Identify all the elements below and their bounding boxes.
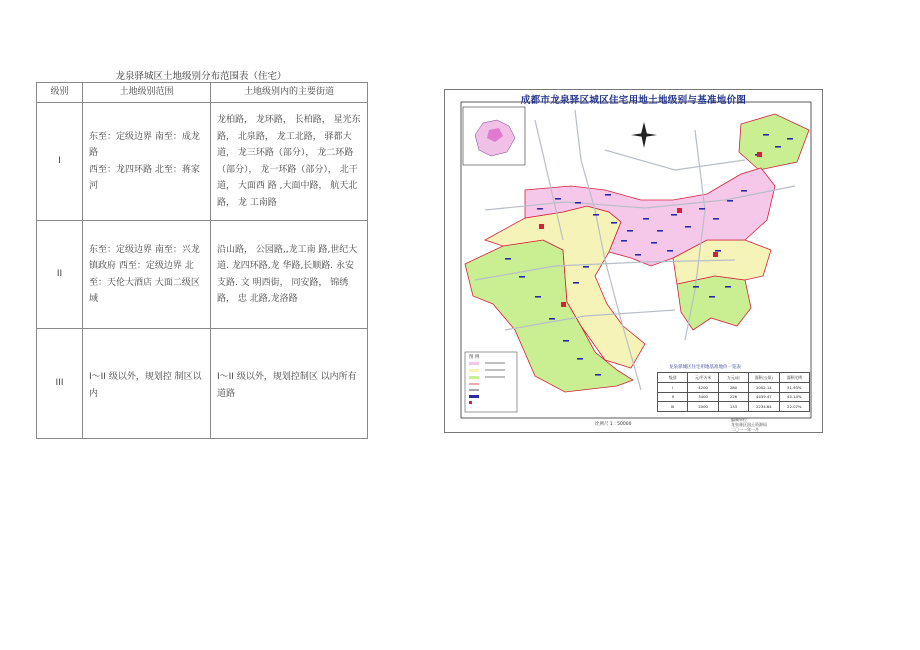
range-cell: 东至：定级边界 南至：成龙路 西至：龙四环路 北至：蒋家河 <box>83 103 211 221</box>
legend-title: 图 例 <box>469 355 480 360</box>
level-cell: III <box>37 329 83 439</box>
legend <box>465 352 517 412</box>
range-cell: 东至：定级边界 南至：兴龙镇政府 西至：定级边界 北至：天伦大酒店 大面二级区域 <box>83 221 211 329</box>
level-cell: II <box>37 221 83 329</box>
table-row <box>37 221 368 329</box>
header-streets: 土地级别内的主要街道 <box>211 83 368 103</box>
land-grade-table <box>36 82 368 439</box>
land-grade-map <box>444 89 823 433</box>
scale-label: 比例尺 1 : 50000 <box>595 422 632 427</box>
table-caption: 龙泉驿城区土地级别分布范围表（住宅） <box>115 71 287 82</box>
table-row: III 2000 133 2234.64 22.07% <box>658 402 810 412</box>
price-table <box>657 372 810 412</box>
streets-cell: 龙柏路， 龙环路， 长柏路， 星光东路， 北泉路， 龙工北路， 驿都大道， 龙三环路（部分）， 龙二环路（部分）， 龙一环路（部分）， 北干道， 大面西 路 ,大面中路， 航天北路， 龙 工南路 <box>211 103 368 221</box>
price-table-header: 级别 元/平方米 万元/亩 面积(公顷) 面积比例 <box>658 373 810 383</box>
table-row: II 3400 226 4459.47 45.14% <box>658 392 810 402</box>
map-title: 成都市龙泉驿区城区住宅用地土地级别与基准地价图 <box>520 95 747 106</box>
table-row <box>37 329 368 439</box>
range-cell: I～II 级以外，规划控 制区以内 <box>83 329 211 439</box>
header-level: 级别 <box>37 83 83 103</box>
header-range: 土地级别范围 <box>83 83 211 103</box>
streets-cell: 沿山路， 公园路,,龙工南 路,世纪大道. 龙四环路,龙 华路,长顺路. 永安支路. 文 明西街， 同安路， 锦绣路， 忠 北路,龙洛路 <box>211 221 368 329</box>
map-footer: 编制单位： 龙泉驿区国土资源局 二〇一一年一月 <box>731 417 767 432</box>
table-row <box>37 103 368 221</box>
level-cell: I <box>37 103 83 221</box>
table-row: I 4200 280 2002.14 31.93% <box>658 383 810 393</box>
inset-map <box>463 107 525 165</box>
price-table-title: 龙泉驿城区住宅用地基准地价一览表 <box>669 365 741 370</box>
streets-cell: I～II 级以外，规划控制区 以内所有道路 <box>211 329 368 439</box>
table-header-row <box>37 83 368 103</box>
